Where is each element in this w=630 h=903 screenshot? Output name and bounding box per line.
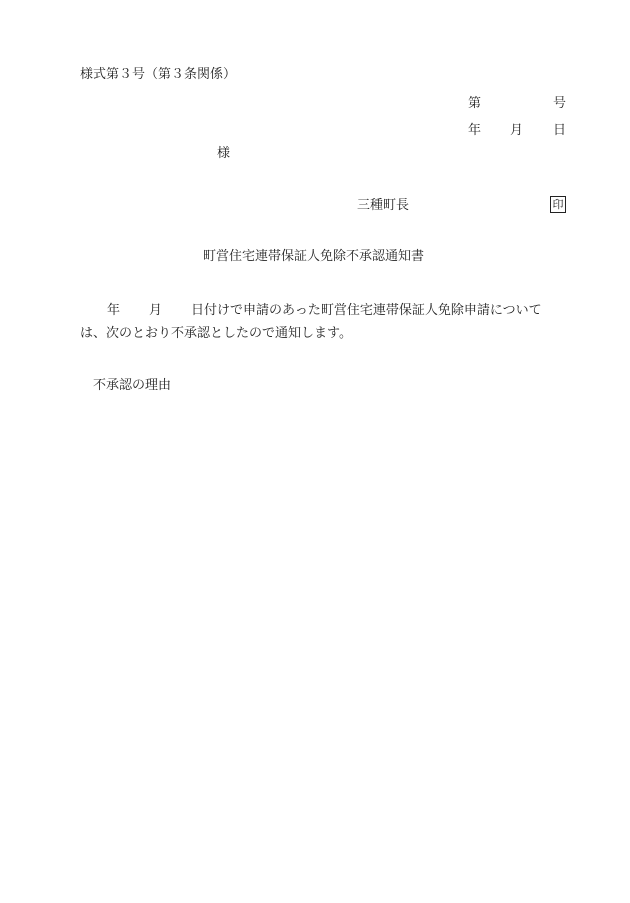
reason-heading: 不承認の理由: [93, 378, 172, 393]
date-month: 月: [510, 123, 524, 138]
issue-date: [468, 119, 566, 137]
body-line1-text: 日付けで申請のあった町営住宅連帯保証人免除申請について: [191, 303, 542, 318]
recipient-honorific: 様: [217, 146, 231, 161]
document-title: 町営住宅連帯保証人免除不承認通知書: [203, 249, 425, 264]
date-day: 日: [552, 123, 566, 138]
body-paragraph-line1: [80, 299, 566, 317]
body-paragraph-line2: は、次のとおり不承認としたので通知します。: [80, 326, 352, 341]
form-label: 様式第３号（第３条関係）: [80, 67, 237, 82]
seal-mark: 印: [550, 196, 566, 213]
number-suffix: 号: [552, 96, 566, 111]
document-number: [468, 92, 566, 110]
number-prefix: 第: [468, 96, 482, 111]
body-month: 月: [149, 303, 163, 318]
date-year: 年: [468, 123, 482, 138]
issuer-name: 三種町長: [357, 198, 410, 213]
body-year: 年: [107, 303, 121, 318]
